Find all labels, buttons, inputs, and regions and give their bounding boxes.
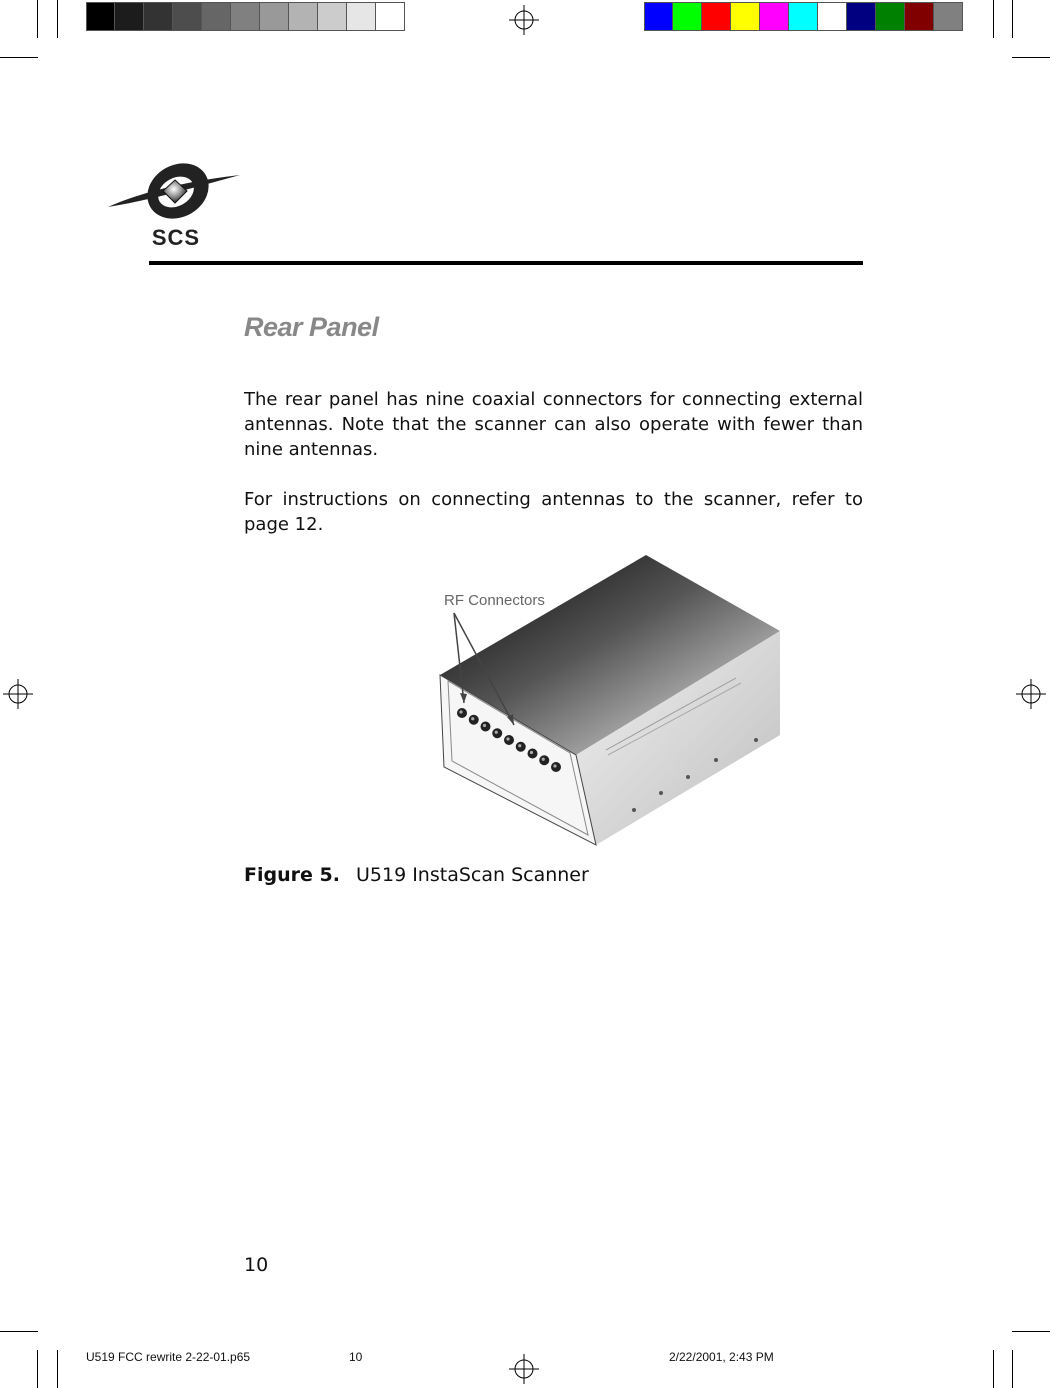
rf-connector-highlight: [553, 764, 556, 767]
scanner-illustration: [436, 555, 782, 847]
color-swatch: [86, 3, 115, 30]
logo-text: SCS: [151, 225, 201, 250]
color-swatch: [173, 3, 202, 30]
crop-mark: [0, 1331, 38, 1332]
crop-mark: [1012, 0, 1013, 38]
rf-connector-highlight: [459, 710, 462, 713]
rf-connector-highlight: [542, 758, 545, 761]
rf-connector-highlight: [495, 731, 498, 734]
color-swatch: [318, 3, 347, 30]
registration-target-icon: [509, 5, 539, 35]
rf-connector-highlight: [506, 737, 509, 740]
color-swatch: [905, 3, 934, 30]
body-paragraph: For instructions on connecting antennas to the scanner, refer to page 12.: [244, 489, 863, 535]
crop-mark: [37, 1350, 38, 1388]
color-swatch: [876, 3, 905, 30]
color-swatch: [202, 3, 231, 30]
crop-mark: [0, 57, 38, 58]
color-swatch: [789, 3, 818, 30]
header-rule: [149, 261, 863, 265]
color-calibration-bar: [644, 2, 963, 31]
rf-connector-highlight: [518, 744, 521, 747]
color-swatch: [115, 3, 144, 30]
color-swatch: [644, 3, 673, 30]
color-swatch: [347, 3, 376, 30]
rf-connectors-label: RF Connectors: [444, 592, 545, 609]
crop-mark: [1012, 1350, 1013, 1388]
crop-mark: [993, 0, 994, 38]
slug-filename: U519 FCC rewrite 2-22-01.p65: [86, 1350, 251, 1364]
registration-target-icon: [3, 679, 33, 709]
crop-mark: [1012, 1331, 1050, 1332]
crop-mark: [1012, 57, 1050, 58]
color-swatch: [376, 3, 405, 30]
page-number: 10: [244, 1254, 269, 1276]
slug-page-number: 10: [349, 1350, 363, 1364]
gray-calibration-bar: [86, 2, 405, 31]
color-swatch: [760, 3, 789, 30]
color-swatch: [231, 3, 260, 30]
color-swatch: [260, 3, 289, 30]
figure-number: Figure 5.: [244, 864, 340, 886]
section-title: Rear Panel: [244, 312, 379, 342]
rf-connector-highlight: [471, 717, 474, 720]
scs-logo: [106, 155, 244, 250]
color-swatch: [144, 3, 173, 30]
registration-target-icon: [509, 1354, 539, 1384]
rf-connector-highlight: [483, 724, 486, 727]
color-swatch: [731, 3, 760, 30]
rf-connector-highlight: [530, 751, 533, 754]
color-swatch: [934, 3, 963, 30]
figure-caption: [244, 864, 589, 886]
color-swatch: [289, 3, 318, 30]
slug-timestamp: 2/22/2001, 2:43 PM: [669, 1350, 774, 1364]
color-swatch: [847, 3, 876, 30]
color-swatch: [818, 3, 847, 30]
crop-mark: [57, 1350, 58, 1388]
figure-caption-text: U519 InstaScan Scanner: [355, 864, 589, 886]
crop-mark: [37, 0, 38, 38]
color-swatch: [702, 3, 731, 30]
color-swatch: [673, 3, 702, 30]
registration-target-icon: [1016, 679, 1046, 709]
body-paragraph: The rear panel has nine coaxial connectors for connecting external antennas. Note that the scanner can also operate with fewer than nine antennas.: [244, 389, 863, 460]
crop-mark: [57, 0, 58, 38]
crop-mark: [993, 1350, 994, 1388]
